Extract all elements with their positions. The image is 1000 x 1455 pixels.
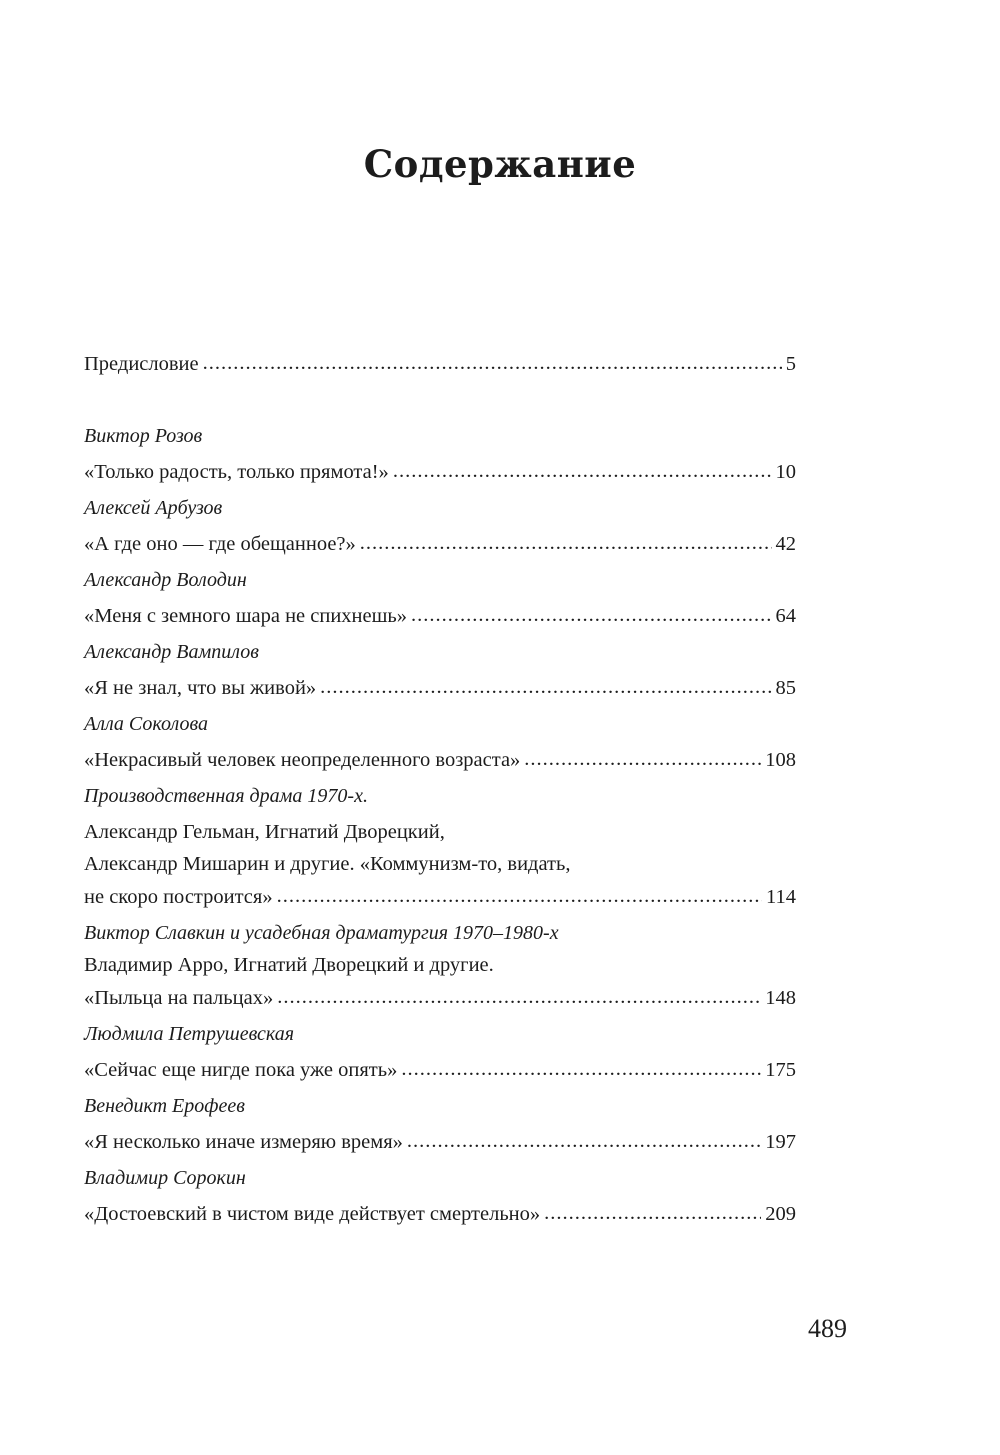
toc-entry-title: «Я несколько иначе измеряю время» [84,1131,403,1153]
toc-author: Александр Володин [84,569,247,591]
toc-entry-page: 85 [775,677,796,699]
toc-entry-page: 175 [765,1059,796,1081]
page-number: 489 [808,1314,847,1343]
toc-entry-subtitle-line: Александр Гельман, Игнатий Дворецкий, [84,821,445,843]
toc-entry-page: 10 [775,461,796,483]
toc-author: Алексей Арбузов [84,497,223,519]
toc-author: Виктор Славкин и усадебная драматургия 1970–1980-х [84,922,559,944]
toc-entry-preface[interactable] [84,346,796,382]
toc-entry[interactable] [84,742,796,778]
dot-leader [407,1123,761,1159]
toc-entry[interactable] [84,454,796,490]
dot-leader [277,979,761,1015]
toc-entry-title: не скоро построится» [84,886,273,908]
dot-leader [401,1051,761,1087]
toc-entry[interactable] [84,1052,796,1088]
table-of-contents [84,346,796,1232]
toc-entry-title: «Только радость, только прямота!» [84,461,389,483]
toc-entry-subtitle-line: Владимир Арро, Игнатий Дворецкий и другие. [84,954,494,976]
toc-entry-page: 108 [765,749,796,771]
toc-author: Производственная драма 1970-х. [84,785,368,807]
toc-entry-page: 197 [765,1131,796,1153]
toc-author: Алла Соколова [84,713,208,735]
toc-entry-title: Предисловие [84,353,199,375]
toc-entry-page: 114 [766,886,796,908]
dot-leader [411,597,771,633]
toc-entry-title: «Достоевский в чистом виде действует смертельно» [84,1203,541,1225]
toc-entry[interactable] [84,879,796,915]
toc-entry[interactable] [84,670,796,706]
toc-author: Александр Вампилов [84,641,259,663]
toc-entry[interactable] [84,598,796,634]
toc-entry-title: «Я не знал, что вы живой» [84,677,317,699]
dot-leader [277,878,762,914]
toc-entry-page: 64 [775,605,796,627]
section-spacer [84,382,796,418]
toc-entry-title: «Сейчас еще нигде пока уже опять» [84,1059,398,1081]
page-title: Содержание [363,142,637,186]
toc-author: Людмила Петрушевская [84,1023,295,1045]
toc-entry-subtitle-line: Александр Мишарин и другие. «Коммунизм-то, видать, [84,853,571,875]
toc-entry-title: «А где оно — где обещанное?» [84,533,356,555]
toc-entry-page: 209 [765,1203,796,1225]
toc-author: Венедикт Ерофеев [84,1095,245,1117]
dot-leader [320,669,771,705]
toc-entry-page: 42 [775,533,796,555]
toc-entry-page: 148 [765,987,796,1009]
toc-entry[interactable] [84,526,796,562]
toc-entry-page: 5 [785,353,796,375]
toc-entry-title: «Меня с земного шара не спихнешь» [84,605,408,627]
toc-author: Владимир Сорокин [84,1167,246,1189]
toc-entry[interactable] [84,980,796,1016]
dot-leader [524,741,761,777]
dot-leader [203,345,782,381]
toc-entry[interactable] [84,1196,796,1232]
dot-leader [393,453,772,489]
dot-leader [360,525,772,561]
toc-entry-title: «Некрасивый человек неопределенного возраста» [84,749,521,771]
toc-entry[interactable] [84,1124,796,1160]
toc-author: Виктор Розов [84,425,203,447]
toc-entry-title: «Пыльца на пальцах» [84,987,274,1009]
dot-leader [544,1195,761,1231]
